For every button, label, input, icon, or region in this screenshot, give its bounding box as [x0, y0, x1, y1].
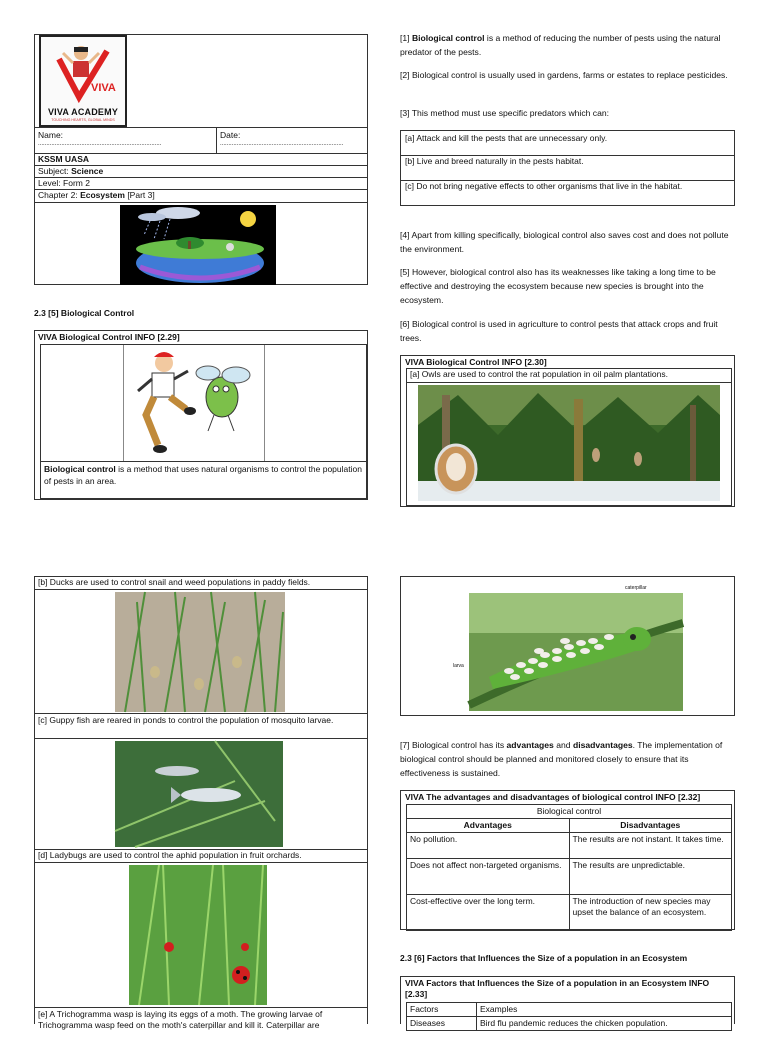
info-box-2-30	[400, 355, 735, 507]
subject-label: Subject:	[38, 166, 72, 176]
info-2-33-title: VIVA Factors that Influences the Size of a population in an Ecosystem INFO [2.33]	[405, 978, 710, 999]
advantages-disadvantages-table	[406, 804, 732, 931]
criteria-c: [c] Do not bring negative effects to other organisms that live in the habitat.	[405, 181, 683, 191]
guppy-fish-photo	[115, 741, 283, 847]
ecosystem-illustration	[120, 205, 276, 285]
logo-tagline: TOUCHING HEARTS, GLOBAL MINDS	[51, 118, 115, 122]
col-advantages: Advantages	[407, 819, 570, 833]
date-label: Date:	[220, 130, 241, 140]
name-dots: ..........................................................................	[38, 141, 162, 148]
biological-control-definition: Biological control is a method that uses natural organisms to control the population of pests in an area.	[44, 464, 362, 486]
owl-caption: [a] Owls are used to control the rat population in oil palm plantations.	[407, 369, 731, 383]
level-row: Level: Form 2	[35, 178, 367, 190]
name-field[interactable]	[38, 130, 214, 149]
section-heading-population-factors: 2.3 [6] Factors that Influences the Size of a population in an Ecosystem	[400, 953, 688, 963]
table-row: Cost-effective over the long term. The introduction of new species may upset the balance of an ecosystem.	[407, 895, 732, 931]
para-7: [7] Biological control has its advantages and disadvantages. The implementation of biological control should be planned and monitored closely to ensure that its effectiveness is sustained.	[400, 740, 723, 778]
pest-kicking-cartoon	[123, 345, 265, 461]
para-5: [5] However, biological control also has its weaknesses like taking a long time to be effective and destroying the ecosystem because new species is brought into the ecosystem.	[400, 267, 716, 305]
ducks-caption: [b] Ducks are used to control snail and weed populations in paddy fields.	[35, 577, 367, 590]
logo-graphic	[41, 39, 125, 101]
criteria-a: [a] Attack and kill the pests that are unnecessary only.	[401, 131, 734, 156]
worksheet-header	[34, 34, 368, 285]
paddy-field-photo	[115, 592, 285, 712]
criteria-b: [b] Live and breed naturally in the pests habitat.	[401, 156, 734, 181]
section-heading-biological-control: 2.3 [5] Biological Control	[34, 308, 135, 318]
info-2-29-title: VIVA Biological Control INFO [2.29]	[38, 332, 180, 342]
caterpillar-wasp-eggs-photo	[453, 585, 683, 713]
chapter-bold: Ecosystem	[80, 190, 125, 200]
chapter-prefix: Chapter 2:	[38, 190, 81, 200]
table-row: Does not affect non-targeted organisms. The results are unpredictable.	[407, 859, 732, 895]
info-2-30-title: VIVA Biological Control INFO [2.30]	[405, 357, 547, 367]
population-factors-table	[406, 1002, 732, 1031]
table-row: No pollution. The results are not instant. It takes time.	[407, 833, 732, 859]
chapter-suffix: [Part 3]	[124, 190, 155, 200]
info-box-2-33	[400, 976, 735, 1029]
para-2: [2] Biological control is usually used in gardens, farms or estates to replace pesticides.	[400, 70, 728, 80]
name-label: Name:	[38, 130, 64, 140]
wasp-caption: [e] A Trichogramma wasp is laying its eggs of a moth. The growing larvae of Trichogramma wasp feed on the moth's caterpillar and kill it. Caterpillar are	[35, 1007, 367, 1037]
logo-title: VIVA ACADEMY	[47, 107, 119, 117]
viva-academy-logo	[39, 35, 127, 127]
para-3: [3] This method must use specific predators which can:	[400, 108, 610, 118]
svg-text:VIVA: VIVA	[91, 82, 116, 94]
info-2-29-divider	[41, 461, 366, 462]
col-examples: Examples	[477, 1003, 732, 1017]
para-6: [6] Biological control is used in agriculture to control pests that attack crops and fruit trees.	[400, 319, 718, 343]
caterpillar-figure-box	[400, 576, 735, 716]
para-4: [4] Apart from killing specifically, biological control also saves cost and does not pollute the environment.	[400, 230, 729, 254]
oil-palm-owl-photo	[418, 385, 720, 501]
caterpillar-label: caterpillar	[625, 585, 647, 591]
kssm-row: KSSM UASA	[35, 154, 367, 166]
name-date-row	[35, 127, 367, 154]
para-1: [1] Biological control is a method of reducing the number of pests using the natural predator of the pests.	[400, 33, 721, 57]
info-2-32-title: VIVA The advantages and disadvantages of biological control INFO [2.32]	[405, 792, 701, 802]
col-disadvantages: Disadvantages	[569, 819, 732, 833]
larva-label: larva	[453, 663, 464, 669]
date-dots: ..........................................................................	[220, 141, 344, 148]
info-box-2-29	[34, 330, 368, 500]
predator-criteria-list	[400, 130, 735, 206]
date-field[interactable]	[220, 130, 364, 149]
info-2-29-inner	[40, 344, 367, 499]
ladybugs-photo	[129, 865, 267, 1005]
col-factors: Factors	[407, 1003, 477, 1017]
table-caption: Biological control	[407, 805, 732, 819]
examples-table	[34, 576, 368, 1030]
info-2-30-inner	[406, 368, 732, 506]
subject-row	[35, 166, 367, 178]
table-row: Diseases Bird flu pandemic reduces the chicken population.	[407, 1017, 732, 1031]
subject-value: Science	[71, 166, 104, 176]
chapter-row	[35, 190, 367, 203]
ladybugs-caption: [d] Ladybugs are used to control the aphid population in fruit orchards.	[35, 849, 367, 863]
guppy-caption: [c] Guppy fish are reared in ponds to control the population of mosquito larvae.	[35, 713, 367, 739]
info-box-2-32	[400, 790, 735, 930]
